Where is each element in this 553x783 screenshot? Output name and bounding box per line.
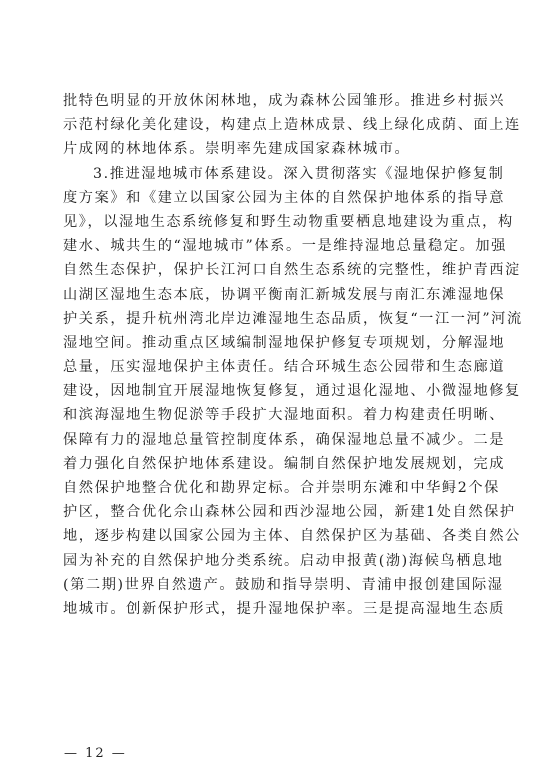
text-line: 自然保护地整合优化和勘界定标。合并崇明东滩和中华鲟2个保	[63, 480, 500, 496]
text-line: (第二期)世界自然遗产。鼓励和指导崇明、青浦申报创建国际湿	[63, 576, 504, 593]
section-heading-line: 3.推进湿地城市体系建设。深入贯彻落实《湿地保护修复制	[93, 165, 505, 182]
page-number: — 12 —	[64, 746, 127, 761]
text-line: 建设，因地制宜开展湿地恢复修复，通过退化湿地、小微湿地修复	[63, 383, 521, 400]
text-line: 建水、城共生的“湿地城市”体系。一是维持湿地总量稳定。加强	[63, 238, 507, 255]
text-line: 见》，以湿地生态系统修复和野生动物重要栖息地建设为重点，构	[63, 213, 514, 230]
text-line: 保障有力的湿地总量管控制度体系，确保湿地总量不减少。二是	[63, 431, 506, 448]
text-line: 护关系，提升杭州湾北岸边滩湿地生态品质，恢复“一江一河”河流	[63, 310, 523, 327]
text-line: 自然生态保护，保护长江河口自然生态系统的完整性，维护青西淀	[63, 262, 521, 279]
text-line: 山湖区湿地生态本底，协调平衡南汇新城发展与南汇东滩湿地保	[63, 286, 506, 303]
text-line: 着力强化自然保护地体系建设。编制自然保护地发展规划，完成	[63, 455, 506, 472]
text-line: 湿地空间。推动重点区域编制湿地保护修复专项规划，分解湿地	[63, 334, 506, 351]
text-line: 地，逐步构建以国家公园为主体、自然保护区为基础、各类自然公	[63, 528, 521, 545]
text-line: 地城市。创新保护形式，提升湿地保护率。三是提高湿地生态质	[63, 600, 506, 617]
text-line: 示范村绿化美化建设，构建点上造林成景、线上绿化成荫、面上连	[63, 117, 521, 134]
text-line: 批特色明显的开放休闲林地，成为森林公园雏形。推进乡村振兴	[63, 93, 506, 109]
body-text	[63, 89, 523, 621]
text-line: 护区，整合优化佘山森林公园和西沙湿地公园，新建1处自然保护	[63, 504, 516, 521]
text-line: 总量，压实湿地保护主体责任。结合环城生态公园带和生态廊道	[63, 359, 506, 376]
text-line: 片成网的林地体系。崇明率先建成国家森林城市。	[63, 141, 411, 158]
text-line: 和滨海湿地生物促淤等手段扩大湿地面积。着力构建责任明晰、	[63, 407, 506, 424]
text-line: 度方案》和《建立以国家公园为主体的自然保护地体系的指导意	[63, 189, 506, 206]
text-line: 园为补充的自然保护地分类系统。启动申报黄(渤)海候鸟栖息地	[63, 552, 504, 569]
